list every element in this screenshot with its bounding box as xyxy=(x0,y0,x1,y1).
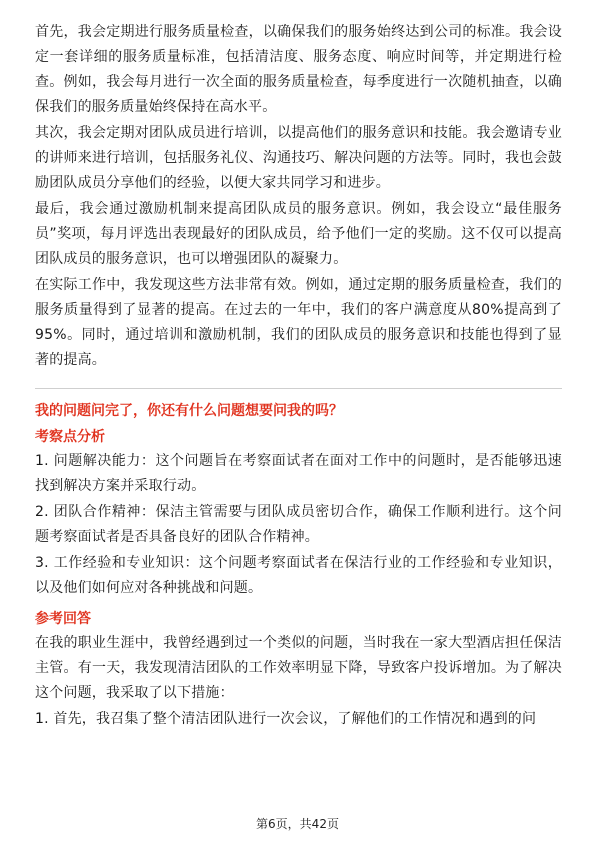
reference-paragraph: 1. 首先，我召集了整个清洁团队进行一次会议，了解他们的工作情况和遇到的问 xyxy=(35,711,537,727)
page-number: 第6页，共42页 xyxy=(256,817,339,831)
body-paragraph: 首先，我会定期进行服务质量检查，以确保我们的服务始终达到公司的标准。我会设定一套详细的服务质量标准，包括清洁度、服务态度、响应时间等，并定期进行检查。例如，我会每月进行一次全面的服务质量检查，每季度进行一次随机抽查，以确保我们的服务质量始终保持在高水平。 xyxy=(35,24,562,115)
analysis-item: 2. 团队合作精神：保洁主管需要与团队成员密切合作，确保工作顺利进行。这个问题考察面试者是否具备良好的团队合作精神。 xyxy=(35,504,562,545)
reference-paragraph: 在我的职业生涯中，我曾经遇到过一个类似的问题，当时我在一家大型酒店担任保洁主管。有一天，我发现清洁团队的工作效率明显下降，导致客户投诉增加。为了解决这个问题，我采取了以下措施： xyxy=(35,635,562,701)
body-paragraph: 在实际工作中，我发现这些方法非常有效。例如，通过定期的服务质量检查，我们的服务质量得到了显著的提高。在过去的一年中，我们的客户满意度从80%提高到了95%。同时，通过培训和激励机制，我们的团队成员的服务意识和技能也得到了显著的提高。 xyxy=(35,277,562,368)
analysis-item: 3. 工作经验和专业知识：这个问题考察面试者在保洁行业的工作经验和专业知识，以及他们如何应对各种挑战和问题。 xyxy=(35,555,562,596)
question-heading: 我的问题问完了，你还有什么问题想要问我的吗？ xyxy=(35,403,343,419)
reference-heading: 参考回答 xyxy=(35,611,91,627)
body-paragraph: 最后，我会通过激励机制来提高团队成员的服务意识。例如，我会设立“最佳服务员”奖项，每月评选出表现最好的团队成员，给予他们一定的奖励。这不仅可以提高团队成员的服务意识，也可以增强团队的凝聚力。 xyxy=(35,201,562,267)
analysis-heading: 考察点分析 xyxy=(35,429,105,445)
section-divider xyxy=(35,388,562,389)
body-paragraph: 其次，我会定期对团队成员进行培训，以提高他们的服务意识和技能。我会邀请专业的讲师来进行培训，包括服务礼仪、沟通技巧、解决问题的方法等。同时，我也会鼓励团队成员分享他们的经验，以便大家共同学习和进步。 xyxy=(35,125,562,191)
analysis-item: 1. 问题解决能力：这个问题旨在考察面试者在面对工作中的问题时，是否能够迅速找到解决方案并采取行动。 xyxy=(35,453,562,494)
page-content xyxy=(35,20,562,733)
